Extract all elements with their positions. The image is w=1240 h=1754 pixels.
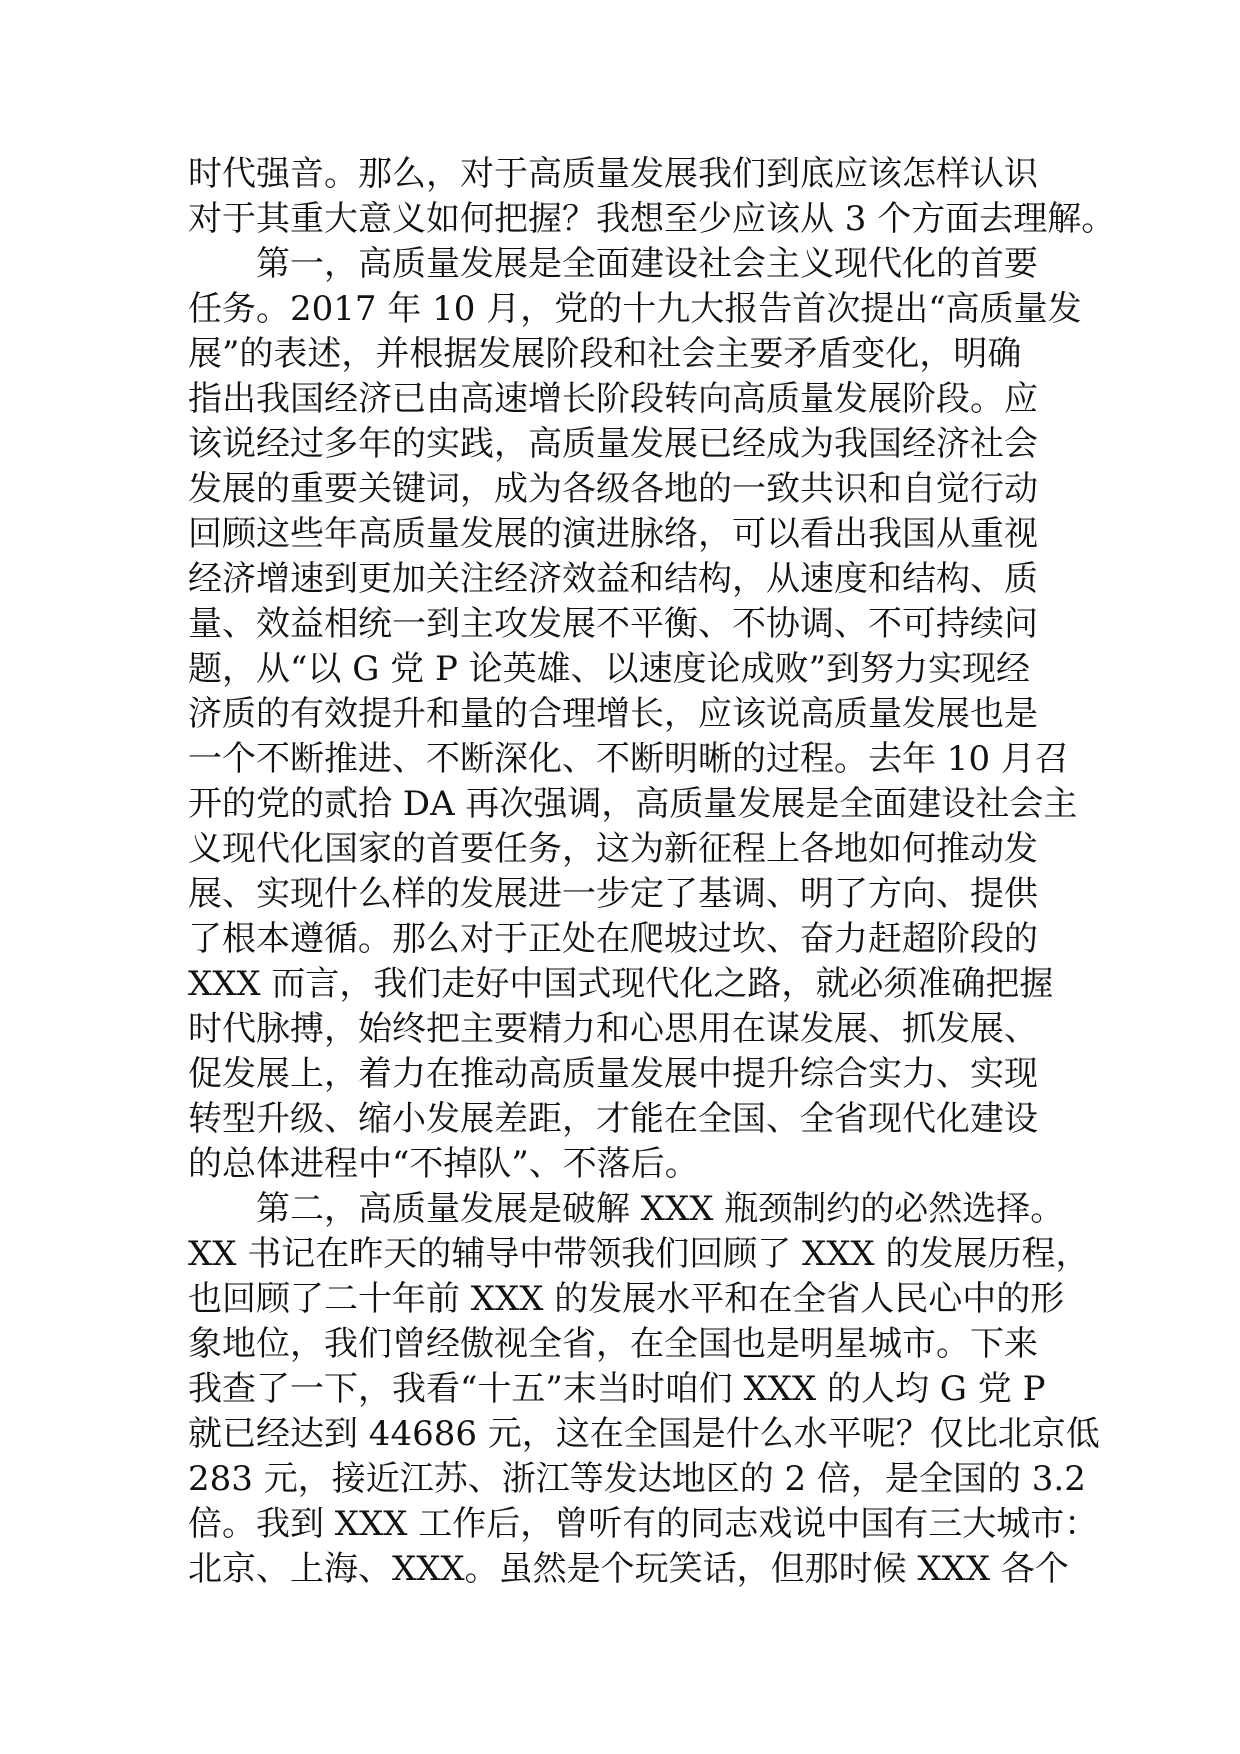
text-line: 倍。我到 XXX 工作后，曾听有的同志戏说中国有三大城市： xyxy=(188,1504,1099,1544)
text-line: 283 元，接近江苏、浙江等发达地区的 2 倍，是全国的 3.2 xyxy=(188,1459,1086,1499)
text-line: 一个不断推进、不断深化、不断明晰的过程。去年 10 月召 xyxy=(188,739,1069,779)
text-line: 的总体进程中“不掉队”、不落后。 xyxy=(188,1144,699,1184)
text-line: 发展的重要关键词，成为各级各地的一致共识和自觉行动 xyxy=(188,469,1038,509)
text-line: 经济增速到更加关注经济效益和结构，从速度和结构、质 xyxy=(188,559,1038,599)
text-line: 济质的有效提升和量的合理增长，应该说高质量发展也是 xyxy=(188,694,1038,734)
text-line: 就已经达到 44686 元，这在全国是什么水平呢？仅比北京低 xyxy=(188,1414,1100,1454)
paragraph-first-line: 第一，高质量发展是全面建设社会主义现代化的首要 xyxy=(256,244,1038,284)
text-line: 转型升级、缩小发展差距，才能在全国、全省现代化建设 xyxy=(188,1099,1038,1139)
text-line: 了根本遵循。那么对于正处在爬坡过坎、奋力赶超阶段的 xyxy=(188,919,1038,959)
text-line: 量、效益相统一到主攻发展不平衡、不协调、不可持续问 xyxy=(188,604,1038,644)
text-line: 展”的表述，并根据发展阶段和社会主要矛盾变化，明确 xyxy=(188,334,1022,374)
text-line: 对于其重大意义如何把握？我想至少应该从 3 个方面去理解。 xyxy=(188,199,1116,239)
text-line: 任务。2017 年 10 月，党的十九大报告首次提出“高质量发 xyxy=(188,289,1082,329)
text-line: 时代强音。那么，对于高质量发展我们到底应该怎样认识 xyxy=(188,154,1038,194)
text-line: 北京、上海、XXX。虽然是个玩笑话，但那时候 XXX 各个 xyxy=(188,1549,1069,1589)
text-line: 时代脉搏，始终把主要精力和心思用在谋发展、抓发展、 xyxy=(188,1009,1038,1049)
text-line: 我查了一下，我看“十五”末当时咱们 XXX 的人均 G 党 P xyxy=(188,1369,1046,1409)
paragraph-first-line: 第二，高质量发展是破解 XXX 瓶颈制约的必然选择。 xyxy=(256,1189,1065,1229)
text-line: 义现代化国家的首要任务，这为新征程上各地如何推动发 xyxy=(188,829,1038,869)
text-line: 开的党的贰拾 DA 再次强调，高质量发展是全面建设社会主 xyxy=(188,784,1078,824)
text-line: 象地位，我们曾经傲视全省，在全国也是明星城市。下来 xyxy=(188,1324,1038,1364)
text-line: 题，从“以 G 党 P 论英雄、以速度论成败”到努力实现经 xyxy=(188,649,1031,689)
text-line: XXX 而言，我们走好中国式现代化之路，就必须准确把握 xyxy=(188,964,1054,1004)
body-text xyxy=(188,152,1116,1592)
text-line: 也回顾了二十年前 XXX 的发展水平和在全省人民心中的形 xyxy=(188,1279,1065,1319)
text-line: 展、实现什么样的发展进一步定了基调、明了方向、提供 xyxy=(188,874,1038,914)
text-line: 该说经过多年的实践，高质量发展已经成为我国经济社会 xyxy=(188,424,1038,464)
text-line: 促发展上，着力在推动高质量发展中提升综合实力、实现 xyxy=(188,1054,1038,1094)
text-line: 指出我国经济已由高速增长阶段转向高质量发展阶段。应 xyxy=(188,379,1038,419)
text-line: 回顾这些年高质量发展的演进脉络，可以看出我国从重视 xyxy=(188,514,1038,554)
text-line: XX 书记在昨天的辅导中带领我们回顾了 XXX 的发展历程， xyxy=(188,1234,1090,1274)
